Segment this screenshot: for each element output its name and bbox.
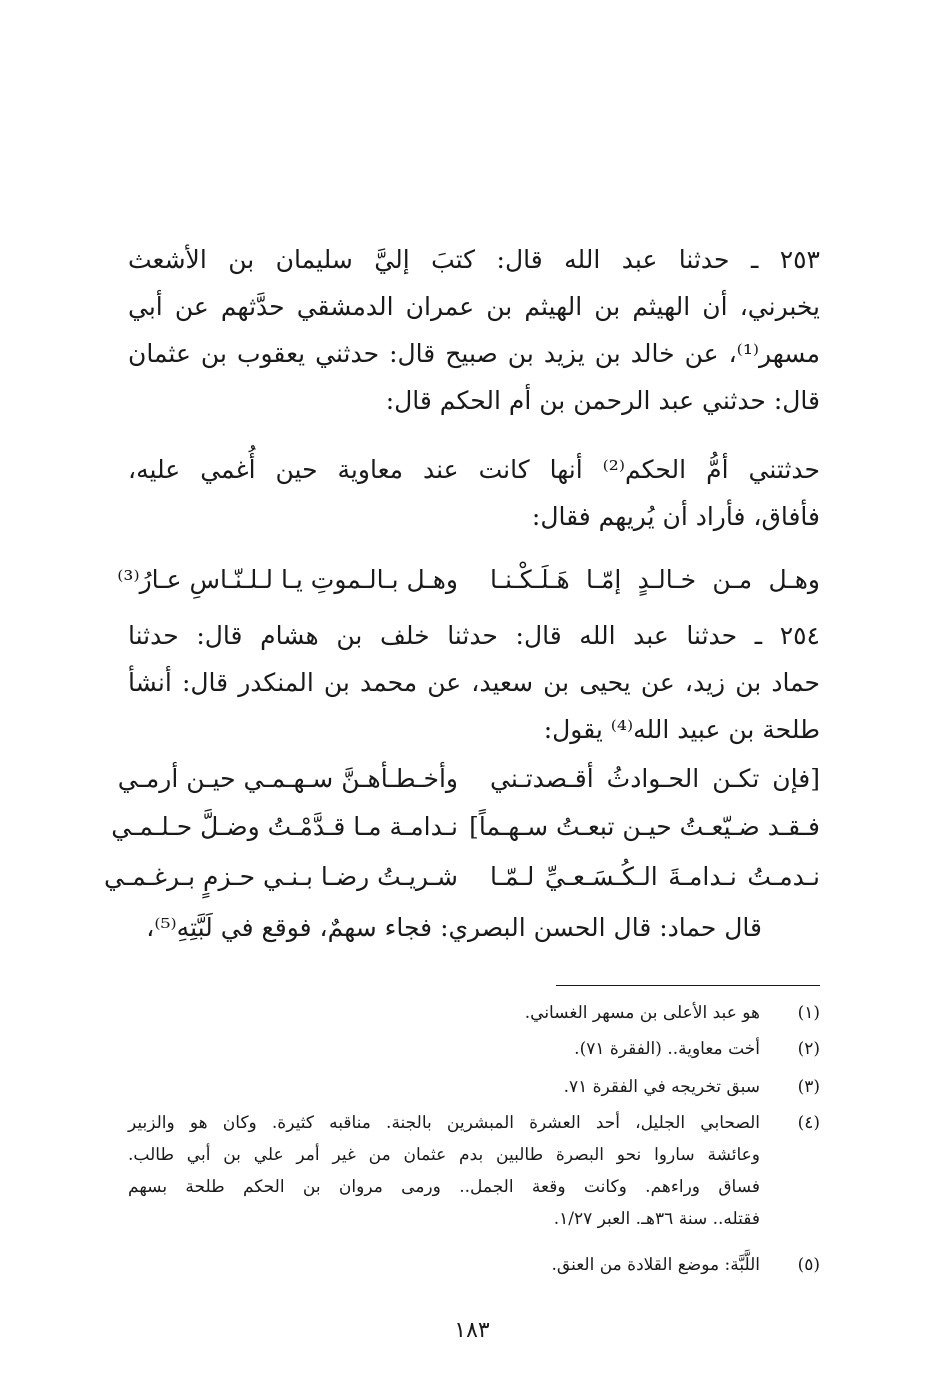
footnote-number: (٣) xyxy=(797,1077,820,1097)
verse-first-hemistich: [فإن تكـن الحـوادثُ أقـصدتـني xyxy=(490,764,820,793)
verse-line xyxy=(103,853,820,900)
verse-first-hemistich: نـدمـتُ نـدامـةَ الـكُـسَـعـيِّ لـمّـا xyxy=(490,862,820,891)
verse-line xyxy=(111,803,820,850)
verse-first-hemistich: فـقـد ضـيّعـتُ حيـن تبعـتُ سـهـماً] xyxy=(469,812,820,841)
entry-253-line: قال: حدثني عبد الرحمن بن أم الحكم قال: xyxy=(385,386,820,415)
footnote-text: سبق تخريجه في الفقرة ٧١. xyxy=(563,1077,760,1097)
footnote-number: (٥) xyxy=(797,1255,820,1275)
footnote xyxy=(128,1071,820,1103)
narration-line: حدثتني أمُّ الحكم⁽²⁾ أنها كانت عند معاوية حين أُغمي عليه، xyxy=(128,455,820,484)
footnote xyxy=(128,1033,820,1065)
footnote-number: (١) xyxy=(797,1003,820,1023)
page-number: ١٨٣ xyxy=(454,1318,490,1343)
footnote-text: اللَّبَّة: موضع القلادة من العنق. xyxy=(551,1255,760,1275)
footnote-text: وعائشة ساروا نحو البصرة طالبين بدم عثمان من غير أمر علي بن أبي طالب. xyxy=(128,1145,760,1165)
entry-254-line: طلحة بن عبيد الله⁽⁴⁾ يقول: xyxy=(543,715,820,744)
footnote-text: فقتله.. سنة ٣٦هـ. العبر ١/٢٧. xyxy=(553,1209,760,1229)
entry-254 xyxy=(128,612,820,753)
verse-line xyxy=(117,556,820,603)
footnote-text: أخت معاوية.. (الفقرة ٧١). xyxy=(574,1039,760,1059)
footnote-text: الصحابي الجليل، أحد العشرة المبشرين بالجنة. مناقبه كثيرة. وكان هو والزبير xyxy=(128,1113,760,1133)
entry-254-closing xyxy=(128,904,820,951)
footnote xyxy=(128,997,820,1029)
entry-253-line: يخبرني، أن الهيثم بن الهيثم بن عمران الدمشقي حدَّثهم عن أبي xyxy=(128,292,821,321)
closing-line: قال حماد: قال الحسن البصري: فجاء سهمٌ، فوقع في لَبَّتِهِ⁽⁵⁾، xyxy=(146,913,762,942)
footnote-number: (٢) xyxy=(797,1039,820,1059)
entry-253-line: مسهر⁽¹⁾، عن خالد بن يزيد بن صبيح قال: حدثني يعقوب بن عثمان xyxy=(128,339,820,368)
verse-second-hemistich: نـدامـة مـا قـدَّمْـتُ وضـلَّ حـلـمـي xyxy=(111,812,458,841)
verse-second-hemistich: وهـل بـالـموتِ يـا لـلـنّـاسِ عـارُ⁽³⁾ xyxy=(117,565,458,594)
footnote-number: (٤) xyxy=(797,1113,820,1133)
entry-253-line: ٢٥٣ ـ حدثنا عبد الله قال: كتبَ إليَّ سليمان بن الأشعث xyxy=(128,245,820,274)
entry-253-narration xyxy=(128,446,820,540)
footnote-separator xyxy=(556,985,820,986)
narration-line: فأفاق، فأراد أن يُريهم فقال: xyxy=(531,502,820,531)
entry-254-line: حماد بن زيد، عن يحيى بن سعيد، عن محمد بن المنكدر قال: أنشأ xyxy=(128,668,820,697)
entry-253 xyxy=(128,236,820,424)
verse-line xyxy=(117,755,820,802)
footnote-text: هو عبد الأعلى بن مسهر الغساني. xyxy=(524,1003,760,1023)
verse-second-hemistich: شـريـتُ رضـا بـنـي حـزمٍ بـرغـمـي xyxy=(103,862,458,891)
verse-first-hemistich: وهـل مـن خـالـدٍ إمّـا هَـلَـكْـنـا xyxy=(490,565,820,594)
verse-second-hemistich: وأخـطـأهـنَّ سـهـمـي حيـن أرمـي xyxy=(117,764,458,793)
footnote xyxy=(128,1249,820,1281)
entry-254-line: ٢٥٤ ـ حدثنا عبد الله قال: حدثنا خلف بن هشام قال: حدثنا xyxy=(128,621,820,650)
footnote-text: فساق وراءهم. وكانت وقعة الجمل.. ورمى مروان بن الحكم طلحة بسهم xyxy=(128,1177,760,1197)
footnote xyxy=(128,1107,820,1235)
